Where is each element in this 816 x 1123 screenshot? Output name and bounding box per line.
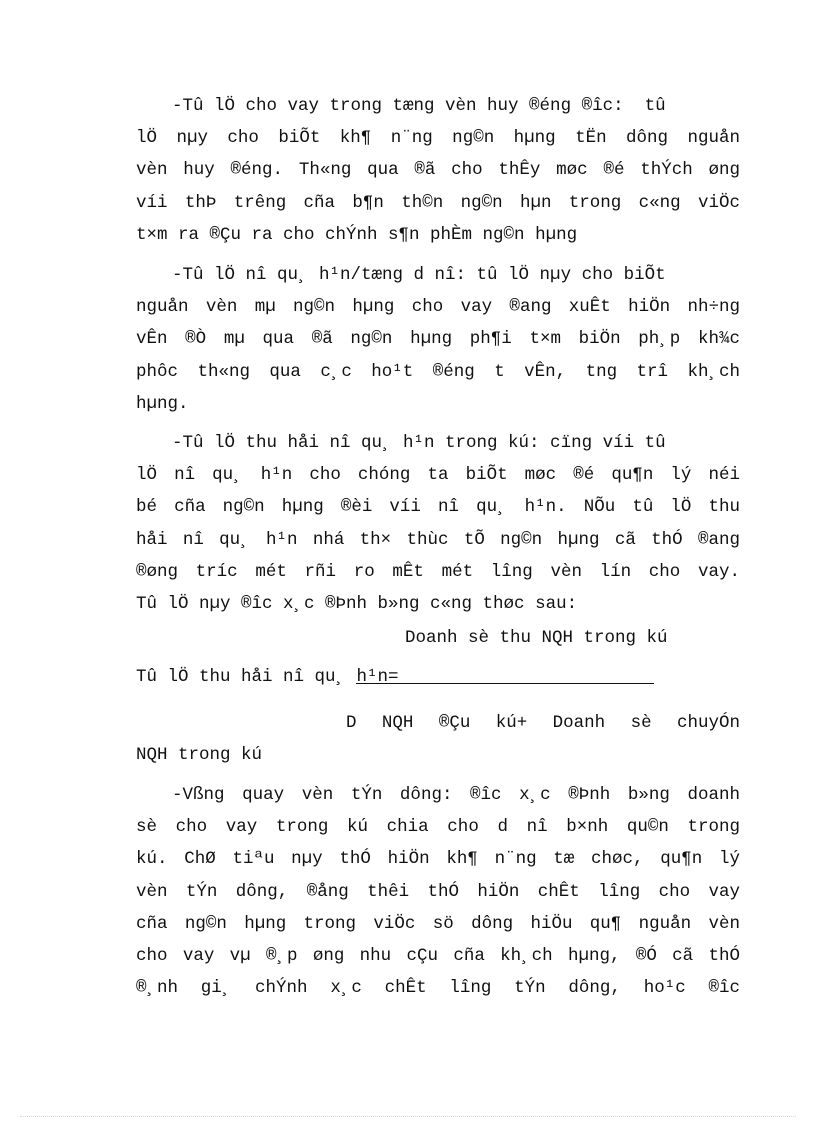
text-line: vÊn ®Ò mµ qua ®ã ng©n hµng ph¶i t×m biÖn ph¸p kh¾c [136,329,740,350]
text-line: håi nî qu¸ h¹n nhá th× thùc tÕ ng©n hµng cã thÓ ®ang [136,529,740,550]
text-line: -Vßng quay vèn tÝn dông: ®îc x¸c ®Þnh b»ng doanh [172,785,740,805]
text-line: Tû lÖ nµy ®îc x¸c ®Þnh b»ng c«ng thøc sau: [136,593,578,614]
text-line: bé cña ng©n hµng ®èi víi nî qu¸ h¹n. NÕu tû lÖ thu [136,497,740,518]
text-line: NQH trong kú [136,745,263,766]
fraction-bar [356,683,654,684]
text-line: -Tû lÖ nî qu¸ h¹n/tæng d nî: tû lÖ nµy cho biÕt [172,265,666,285]
text-line: cho vay vµ ®¸p øng nhu cÇu cña kh¸ch hµng, ®Ó cã thÓ [136,945,740,966]
paragraph-overdue-recovery-ratio [136,427,740,620]
formula-denominator [136,707,740,771]
text-line: ®¸nh gi¸ chÝnh x¸c chÊt lîng tÝn dông, ho¹c ®îc [136,978,740,999]
text-line: sè cho vay trong kú chia cho d nî b×nh qu©n trong [136,817,740,838]
text-line: t×m ra ®Çu ra cho chÝnh s¶n phÈm ng©n hµng [136,224,578,245]
text-line: D NQH ®Çu kú+ Doanh sè chuyÓn [346,713,740,733]
formula-label: Tû lÖ thu håi nî qu¸ h¹n= [136,667,399,687]
text-line: -Tû lÖ thu håi nî qu¸ h¹n trong kú: cïng víi tû [172,433,666,453]
text-line: vèn tÝn dông, ®ång thêi thÓ hiÖn chÊt lîng cho vay [136,881,740,902]
text-line: cña ng©n hµng trong viÖc sö dông hiÖu qu¶ nguån vèn [136,913,740,934]
formula-numerator: Doanh sè thu NQH trong kú [405,628,668,648]
text-line: phôc th«ng qua c¸c ho¹t ®éng t vÊn, tng trî kh¸ch [136,361,740,382]
text-line: lÖ nµy cho biÕt kh¶ n¨ng ng©n hµng tËn dông nguån [136,128,740,149]
text-line: kú. ChØ tiªu nµy thÓ hiÖn kh¶ n¨ng tæ chøc, qu¶n lý [136,849,740,870]
text-line: hµng. [136,393,189,414]
text-line: ®øng tríc mét rñi ro mÊt mét lîng vèn lín cho vay. [136,561,740,582]
paragraph-overdue-ratio [136,259,740,420]
paragraph-loan-to-deposit-ratio [136,90,740,251]
text-line: lÖ nî qu¸ h¹n cho chóng ta biÕt møc ®é qu¶n lý néi [136,465,740,486]
text-line: vèn huy ®éng. Th«ng qua ®ã cho thÊy møc ®é thÝch øng [136,160,740,181]
page-bottom-divider [20,1116,796,1117]
text-line: -Tû lÖ cho vay trong tæng vèn huy ®éng ®îc: tû [172,96,666,116]
text-line: víi thÞ trêng cña b¶n th©n ng©n hµn trong c«ng viÖc [136,192,740,213]
text-line: nguån vèn mµ ng©n hµng cho vay ®ang xuÊt hiÖn nh÷ng [136,297,740,318]
paragraph-credit-turnover [136,779,740,1004]
